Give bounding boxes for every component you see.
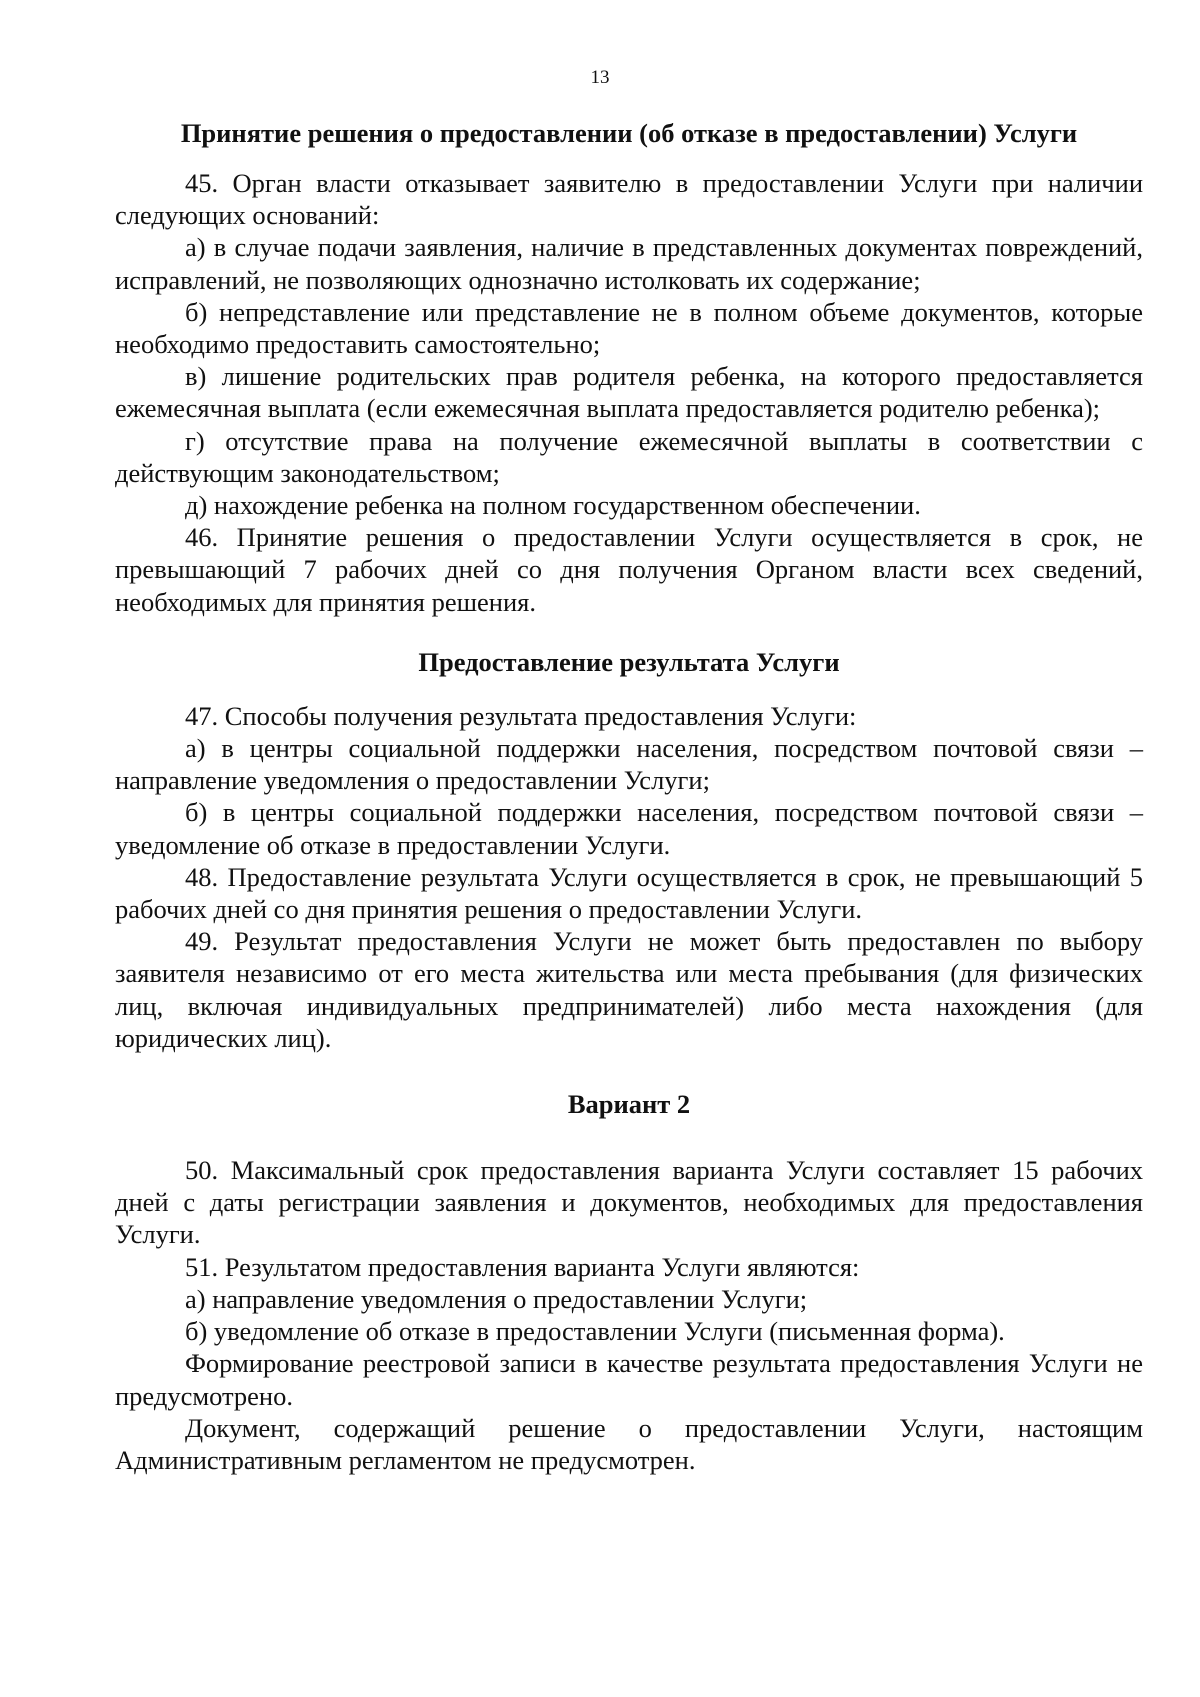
document-body [115, 117, 1143, 1476]
paragraph-46: 46. Принятие решения о предоставлении Услуги осуществляется в срок, не превышающий 7 рабочих дней со дня получения Органом власти всех сведений, необходимых для принятия решения. [115, 522, 1143, 617]
paragraph-49: 49. Результат предоставления Услуги не может быть предоставлен по выбору заявителя независимо от его места жительства или места пребывания (для физических лиц, включая индивидуальных предпринимателей) либо места нахождения (для юридических лиц). [115, 926, 1143, 1053]
paragraph-48: 48. Предоставление результата Услуги осуществляется в срок, не превышающий 5 рабочих дней со дня принятия решения о предоставлении Услуги. [115, 861, 1143, 925]
paragraph-45: 45. Орган власти отказывает заявителю в предоставлении Услуги при наличии следующих оснований: [115, 168, 1143, 231]
section-heading: Принятие решения о предоставлении (об отказе в предоставлении) Услуги [180, 118, 1078, 148]
paragraph-decision-document: Документ, содержащий решение о предоставлении Услуги, настоящим Административным регламентом не предусмотрен. [115, 1412, 1143, 1475]
paragraph-47-b: б) в центры социальной поддержки населения, посредством почтовой связи – уведомление об отказе в предоставлении Услуги. [115, 797, 1143, 860]
paragraph-51-b: б) уведомление об отказе в предоставлении Услуги (письменная форма). [185, 1316, 1005, 1347]
paragraph-47: 47. Способы получения результата предоставления Услуги: [185, 700, 857, 731]
paragraph-45-a: а) в случае подачи заявления, наличие в представленных документах повреждений, исправлений, не позволяющих однозначно истолковать их содержание; [115, 232, 1143, 295]
paragraph-45-v: в) лишение родительских прав родителя ребенка, на которого предоставляется ежемесячная выплата (если ежемесячная выплата предоставляется родителю ребенка); [115, 361, 1143, 424]
paragraph-45-g: г) отсутствие права на получение ежемесячной выплаты в соответствии с действующим законодательством; [115, 425, 1143, 488]
page-number: 13 [590, 67, 610, 88]
paragraph-45-b: б) непредставление или представление не в полном объеме документов, которые необходимо предоставить самостоятельно; [115, 296, 1143, 360]
paragraph-50: 50. Максимальный срок предоставления варианта Услуги составляет 15 рабочих дней с даты регистрации заявления и документов, необходимых для предоставления Услуги. [115, 1155, 1143, 1250]
section-heading: Вариант 2 [567, 1089, 691, 1120]
paragraph-registry: Формирование реестровой записи в качестве результата предоставления Услуги не предусмотрено. [115, 1348, 1143, 1411]
paragraph-45-d: д) нахождение ребенка на полном государственном обеспечении. [185, 490, 921, 521]
paragraph-47-a: а) в центры социальной поддержки населения, посредством почтовой связи – направление уведомления о предоставлении Услуги; [115, 733, 1143, 796]
section-heading: Предоставление результата Услуги [418, 646, 840, 677]
paragraph-51: 51. Результатом предоставления варианта Услуги являются: [185, 1251, 860, 1282]
paragraph-51-a: а) направление уведомления о предоставлении Услуги; [185, 1283, 808, 1314]
